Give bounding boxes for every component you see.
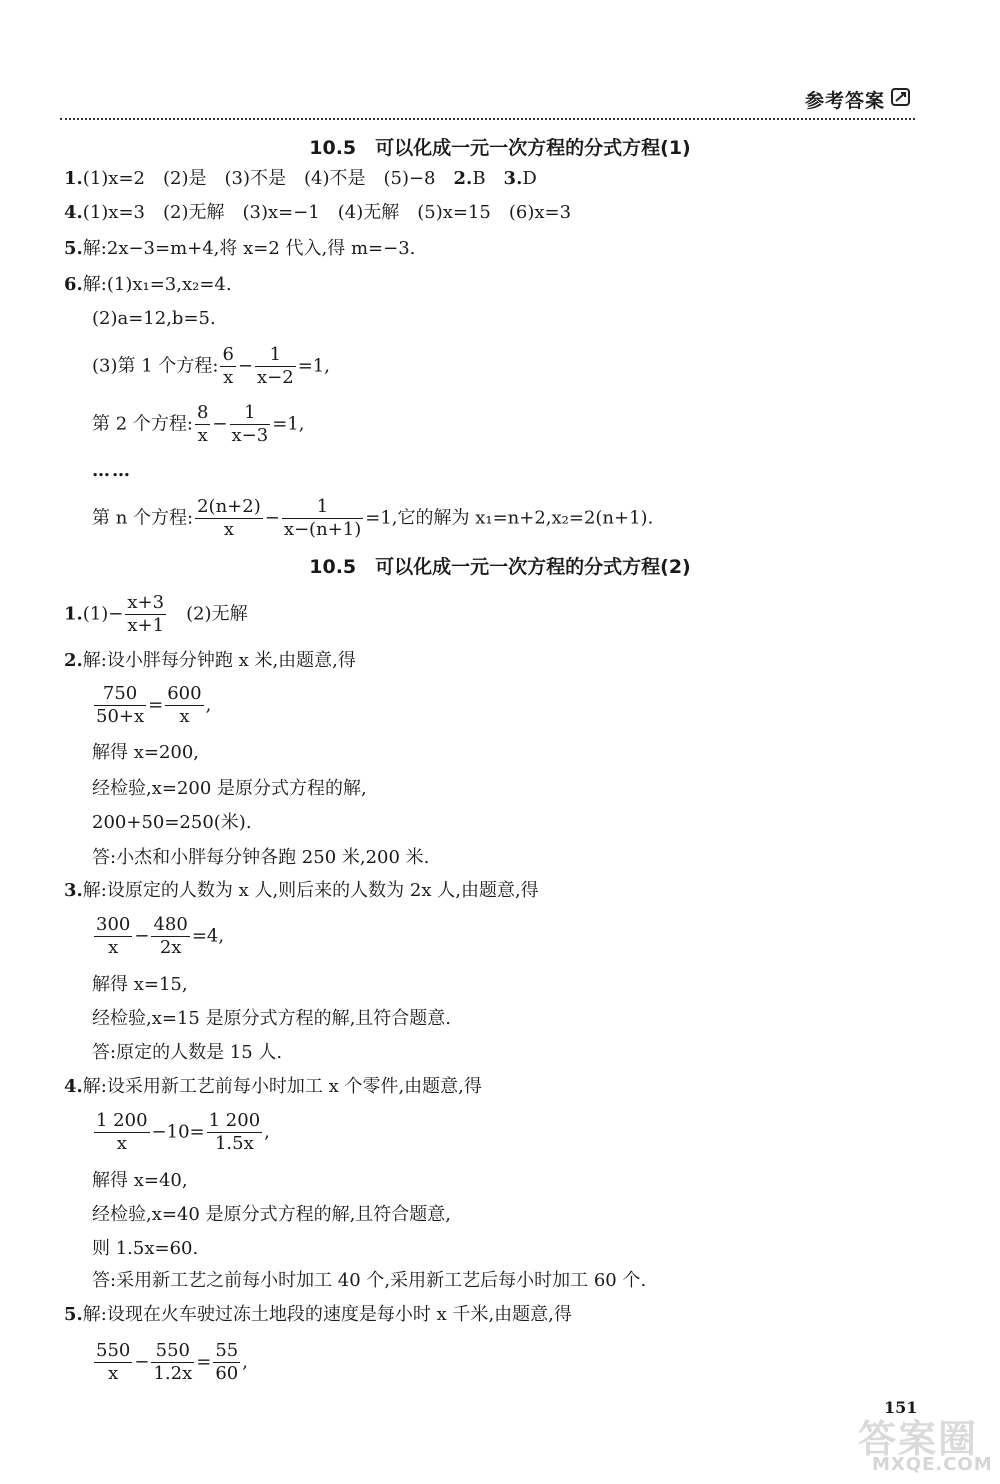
answer-2-1 xyxy=(64,592,248,637)
answer-text: 解:设小胖每分钟跑 x 米,由题意,得 xyxy=(82,650,356,671)
operator: = xyxy=(196,1351,212,1373)
answer-text: D xyxy=(522,168,537,189)
denominator: x xyxy=(108,1363,119,1384)
section-title-2: 10.5 可以化成一元一次方程的分式方程(2) xyxy=(309,556,691,578)
fraction xyxy=(195,496,263,541)
denominator: x−2 xyxy=(257,367,294,388)
equation-tail: , xyxy=(264,1121,270,1143)
answer-2-2-line-3: 解得 x=200, xyxy=(92,742,200,763)
question-number: 4. xyxy=(64,1076,83,1097)
numerator: x+3 xyxy=(127,592,165,613)
answer-6-line-3 xyxy=(92,344,330,389)
numerator: 480 xyxy=(153,914,188,935)
numerator: 6 xyxy=(222,344,234,365)
numerator: 300 xyxy=(96,914,131,935)
answer-text: 解:(1)x₁=3,x₂=4. xyxy=(82,274,232,295)
operator: − xyxy=(212,413,228,435)
fraction xyxy=(213,1340,240,1385)
denominator: x−3 xyxy=(231,425,269,446)
ellipsis: …… xyxy=(92,460,132,481)
answer-2-5-line-1 xyxy=(64,1302,572,1328)
denominator: 2x xyxy=(159,937,182,958)
equation-label: (3)第 1 个方程: xyxy=(92,355,219,377)
denominator: x xyxy=(108,937,119,958)
fraction xyxy=(220,344,235,389)
numerator: 1 xyxy=(282,496,363,519)
answer-2-3-line-1 xyxy=(64,878,539,904)
numerator: 1 xyxy=(230,402,271,425)
answer-arrow-icon xyxy=(891,87,911,107)
equation-tail: =1, xyxy=(297,355,330,377)
numerator: 600 xyxy=(167,683,202,704)
answer-2-3-equation xyxy=(92,914,224,959)
answer-2-4-line-4: 经检验,x=40 是原分式方程的解,且符合题意, xyxy=(92,1204,452,1225)
denominator: x−(n+1) xyxy=(283,519,362,540)
answer-text: 解:设采用新工艺前每小时加工 x 个零件,由题意,得 xyxy=(82,1076,482,1097)
section-title-1: 10.5 可以化成一元一次方程的分式方程(1) xyxy=(309,137,691,159)
fraction xyxy=(151,1340,194,1385)
answer-2-5-equation xyxy=(92,1340,248,1385)
fraction xyxy=(282,496,363,541)
header-divider xyxy=(60,118,915,120)
fraction xyxy=(125,592,166,637)
answer-2-2-line-5: 200+50=250(米). xyxy=(92,812,252,833)
numerator: 8 xyxy=(196,402,209,423)
answer-6-line-1 xyxy=(64,272,232,298)
numerator: 1 xyxy=(255,344,296,367)
page-header xyxy=(60,86,915,126)
fraction xyxy=(195,402,210,447)
answer-text: (1)x=2 (2)是 (3)不是 (4)不是 (5)−8 xyxy=(82,168,454,189)
fraction xyxy=(165,683,203,728)
question-number: 6. xyxy=(64,274,83,295)
question-number: 5. xyxy=(64,1304,83,1325)
answer-text: (1)x=3 (2)无解 (3)x=−1 (4)无解 (5)x=15 (6)x=3 xyxy=(82,202,572,223)
equation-tail: =1,它的解为 x₁=n+2,x₂=2(n+1). xyxy=(365,507,654,529)
operator: − xyxy=(134,1351,150,1373)
denominator: 60 xyxy=(215,1363,239,1384)
answer-text: 解:设原定的人数为 x 人,则后来的人数为 2x 人,由题意,得 xyxy=(82,880,539,901)
question-number: 4. xyxy=(64,202,83,223)
answer-2-4-line-1 xyxy=(64,1074,482,1100)
denominator: x xyxy=(223,519,234,540)
question-number: 2. xyxy=(453,168,473,189)
numerator: 2(n+2) xyxy=(197,496,261,517)
equation-tail: =1, xyxy=(272,413,305,435)
denominator: x xyxy=(179,706,190,727)
fraction xyxy=(94,914,132,959)
answer-2-4-line-5: 则 1.5x=60. xyxy=(92,1238,199,1259)
question-number: 3. xyxy=(64,880,83,901)
denominator: x xyxy=(197,425,208,446)
numerator: 1 200 xyxy=(96,1110,148,1131)
fraction xyxy=(94,1110,150,1155)
fraction xyxy=(230,402,271,447)
answer-2-2-line-1 xyxy=(64,648,356,674)
answer-text: (2)无解 xyxy=(168,603,248,625)
equation-tail: =4, xyxy=(191,925,225,947)
denominator: 1.2x xyxy=(153,1363,193,1384)
answer-text: 解:设现在火车驶过冻土地段的速度是每小时 x 千米,由题意,得 xyxy=(82,1304,572,1325)
operator: − xyxy=(264,507,280,529)
answer-2-3-line-3: 解得 x=15, xyxy=(92,974,188,995)
operator: = xyxy=(148,694,164,716)
answer-text: B xyxy=(472,168,504,189)
question-number: 1. xyxy=(64,168,83,189)
question-number: 3. xyxy=(503,168,523,189)
fraction xyxy=(207,1110,263,1155)
header-title: 参考答案 xyxy=(804,90,885,112)
watermark xyxy=(858,1408,993,1478)
answer-2-3-line-5: 答:原定的人数是 15 人. xyxy=(92,1042,283,1063)
denominator: x xyxy=(116,1133,127,1154)
denominator: x+1 xyxy=(127,615,165,636)
denominator: 50+x xyxy=(96,706,145,727)
watermark-url: MXQE.COM xyxy=(872,1454,993,1475)
watermark-logo: 答案圈 xyxy=(858,1417,979,1461)
operator: − xyxy=(134,925,150,947)
page-number: 151 xyxy=(884,1398,918,1417)
numerator: 550 xyxy=(96,1340,131,1361)
operator: −10= xyxy=(151,1121,205,1143)
answer-text: 解:2x−3=m+4,将 x=2 代入,得 m=−3. xyxy=(82,238,416,259)
answer-2-4-equation xyxy=(92,1110,270,1155)
answer-6-line-4 xyxy=(92,402,304,447)
answer-6-line-5 xyxy=(92,496,653,541)
equation-label: 第 2 个方程: xyxy=(92,413,193,435)
numerator: 55 xyxy=(215,1340,239,1361)
answer-2-2-equation xyxy=(92,683,211,728)
denominator: 1.5x xyxy=(214,1133,254,1154)
fraction xyxy=(151,914,189,959)
fraction xyxy=(94,1340,132,1385)
numerator: 750 xyxy=(94,683,146,706)
fraction xyxy=(255,344,296,389)
answer-text: (1)− xyxy=(82,603,124,625)
answer-2-2-line-6: 答:小杰和小胖每分钟各跑 250 米,200 米. xyxy=(92,847,430,868)
answer-2-3-line-4: 经检验,x=15 是原分式方程的解,且符合题意. xyxy=(92,1008,452,1029)
numerator: 1 200 xyxy=(208,1110,261,1131)
answer-2-2-line-4: 经检验,x=200 是原分式方程的解, xyxy=(92,778,367,799)
equation-tail: , xyxy=(205,694,212,716)
question-number: 1. xyxy=(64,603,83,625)
answer-2-4-line-6: 答:采用新工艺之前每小时加工 40 个,采用新工艺后每小时加工 60 个. xyxy=(92,1270,647,1291)
answer-4 xyxy=(64,200,571,226)
answer-2-4-line-3: 解得 x=40, xyxy=(92,1170,188,1191)
denominator: x xyxy=(223,367,234,388)
equation-tail: , xyxy=(242,1351,248,1373)
answer-5 xyxy=(64,236,415,262)
question-number: 2. xyxy=(64,650,83,671)
equation-label: 第 n 个方程: xyxy=(92,507,194,529)
question-number: 5. xyxy=(64,238,83,259)
answer-1-3 xyxy=(64,166,537,192)
operator: − xyxy=(237,355,254,377)
numerator: 550 xyxy=(151,1340,194,1363)
answer-6-line-2: (2)a=12,b=5. xyxy=(92,308,216,329)
fraction xyxy=(94,683,146,728)
